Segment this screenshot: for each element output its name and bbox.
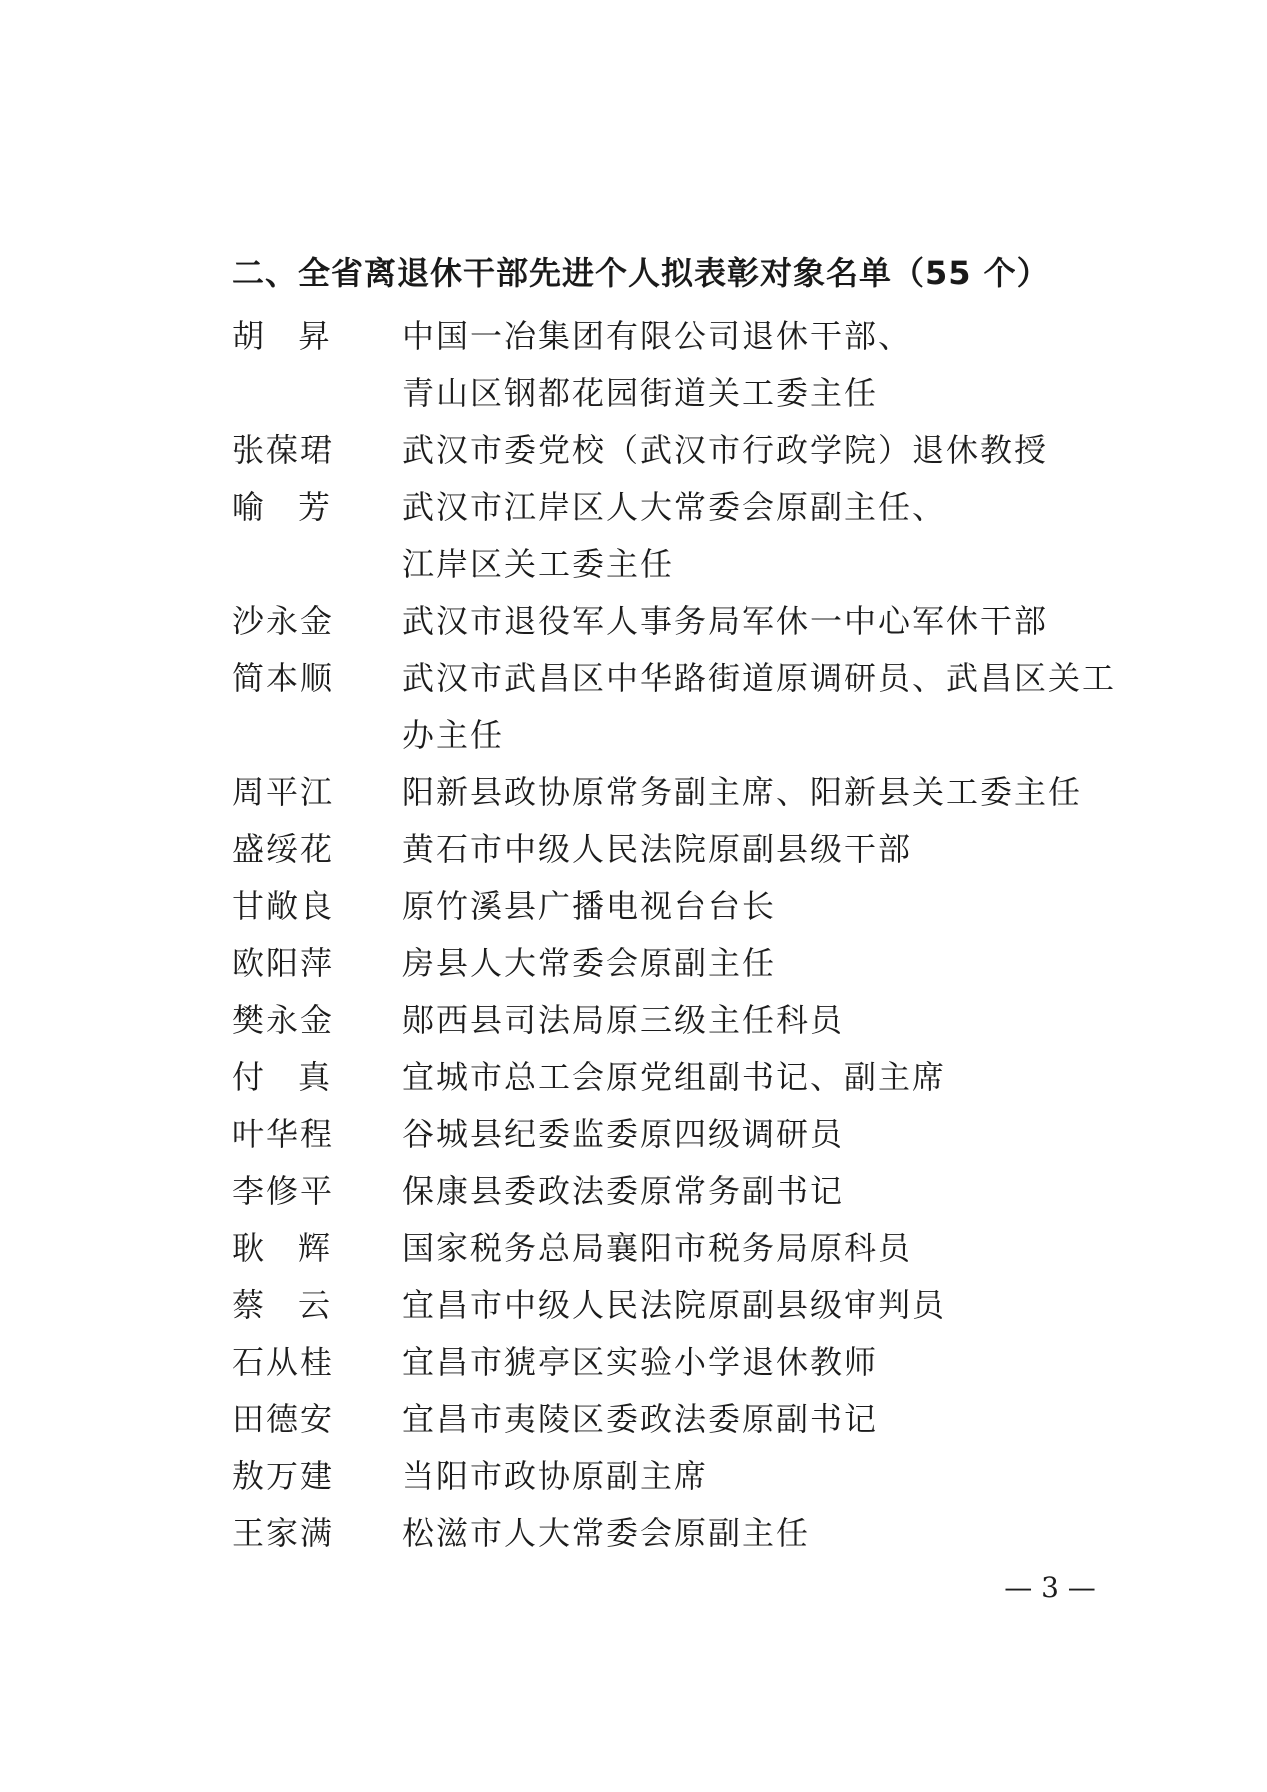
- position-line: 国家税务总局襄阳市税务局原科员: [402, 1229, 913, 1267]
- person-name: 胡昇: [232, 317, 365, 355]
- person-name: 付真: [232, 1058, 365, 1096]
- person-name: 李修平: [232, 1172, 335, 1210]
- list-item: [232, 1277, 1112, 1334]
- person-position: [402, 593, 1112, 650]
- list-item: [232, 1505, 1112, 1562]
- list-item: [232, 650, 1117, 764]
- person-position: [402, 1163, 1112, 1220]
- list-item: [232, 1391, 1112, 1448]
- person-position: [402, 1505, 1112, 1562]
- person-name: 叶华程: [232, 1115, 335, 1153]
- person-position: [402, 422, 1112, 479]
- position-line: 江岸区关工委主任: [402, 545, 675, 583]
- honoree-list: [232, 308, 1117, 1562]
- person-position: [402, 479, 1112, 593]
- person-name: 简本顺: [232, 659, 335, 697]
- person-position: [402, 764, 1112, 821]
- list-item: [232, 308, 1112, 422]
- list-item: [232, 1106, 1112, 1163]
- person-name: 周平江: [232, 773, 335, 811]
- list-item: [232, 593, 1112, 650]
- person-name: 盛绥花: [232, 830, 335, 868]
- person-name: 田德安: [232, 1400, 335, 1438]
- person-position: [402, 650, 1116, 764]
- person-name: 蔡云: [232, 1286, 365, 1324]
- list-item: [232, 1448, 1112, 1505]
- position-line: 办主任: [402, 716, 505, 754]
- person-name: 喻芳: [232, 488, 365, 526]
- person-position: [402, 935, 1112, 992]
- list-item: [232, 1049, 1112, 1106]
- list-item: [232, 764, 1112, 821]
- list-item: [232, 422, 1112, 479]
- person-name: 张葆珺: [232, 431, 335, 469]
- position-line: 原竹溪县广播电视台台长: [402, 887, 777, 925]
- position-line: 郧西县司法局原三级主任科员: [402, 1001, 845, 1039]
- position-line: 武汉市江岸区人大常委会原副主任、: [402, 488, 947, 526]
- person-position: [402, 1106, 1112, 1163]
- position-line: 武汉市武昌区中华路街道原调研员、武昌区关工: [402, 659, 1117, 697]
- position-line: 黄石市中级人民法院原副县级干部: [402, 830, 913, 868]
- person-position: [402, 992, 1112, 1049]
- position-line: 阳新县政协原常务副主席、阳新县关工委主任: [402, 773, 1083, 811]
- list-item: [232, 479, 1112, 593]
- person-name: 甘敞良: [232, 887, 335, 925]
- person-position: [402, 821, 1112, 878]
- position-line: 青山区钢都花园街道关工委主任: [402, 374, 879, 412]
- position-line: 武汉市退役军人事务局军休一中心军休干部: [402, 602, 1049, 640]
- list-item: [232, 1163, 1112, 1220]
- list-item: [232, 1334, 1112, 1391]
- person-name: 敖万建: [232, 1457, 335, 1495]
- person-position: [402, 1391, 1112, 1448]
- position-line: 中国一冶集团有限公司退休干部、: [402, 317, 913, 355]
- position-line: 谷城县纪委监委原四级调研员: [402, 1115, 845, 1153]
- person-name: 耿辉: [232, 1229, 365, 1267]
- person-position: [402, 1049, 1112, 1106]
- person-position: [402, 878, 1112, 935]
- list-heading: 二、全省离退休干部先进个人拟表彰对象名单（55 个）: [232, 254, 1050, 292]
- page-number: — 3 —: [1004, 1571, 1096, 1604]
- position-line: 当阳市政协原副主席: [402, 1457, 709, 1495]
- position-line: 房县人大常委会原副主任: [402, 944, 777, 982]
- person-name: 王家满: [232, 1514, 335, 1552]
- list-item: [232, 1220, 1112, 1277]
- list-item: [232, 878, 1112, 935]
- list-item: [232, 935, 1112, 992]
- position-line: 宜城市总工会原党组副书记、副主席: [402, 1058, 947, 1096]
- person-name: 沙永金: [232, 602, 335, 640]
- person-position: [402, 1334, 1112, 1391]
- position-line: 宜昌市夷陵区委政法委原副书记: [402, 1400, 879, 1438]
- position-line: 保康县委政法委原常务副书记: [402, 1172, 845, 1210]
- person-name: 欧阳萍: [232, 944, 335, 982]
- position-line: 宜昌市猇亭区实验小学退休教师: [402, 1343, 879, 1381]
- list-item: [232, 992, 1112, 1049]
- person-position: [402, 1220, 1112, 1277]
- position-line: 武汉市委党校（武汉市行政学院）退休教授: [402, 431, 1049, 469]
- person-position: [402, 1277, 1112, 1334]
- person-position: [402, 1448, 1112, 1505]
- person-name: 石从桂: [232, 1343, 335, 1381]
- person-position: [402, 308, 1112, 422]
- list-item: [232, 821, 1112, 878]
- person-name: 樊永金: [232, 1001, 335, 1039]
- position-line: 松滋市人大常委会原副主任: [402, 1514, 811, 1552]
- position-line: 宜昌市中级人民法院原副县级审判员: [402, 1286, 947, 1324]
